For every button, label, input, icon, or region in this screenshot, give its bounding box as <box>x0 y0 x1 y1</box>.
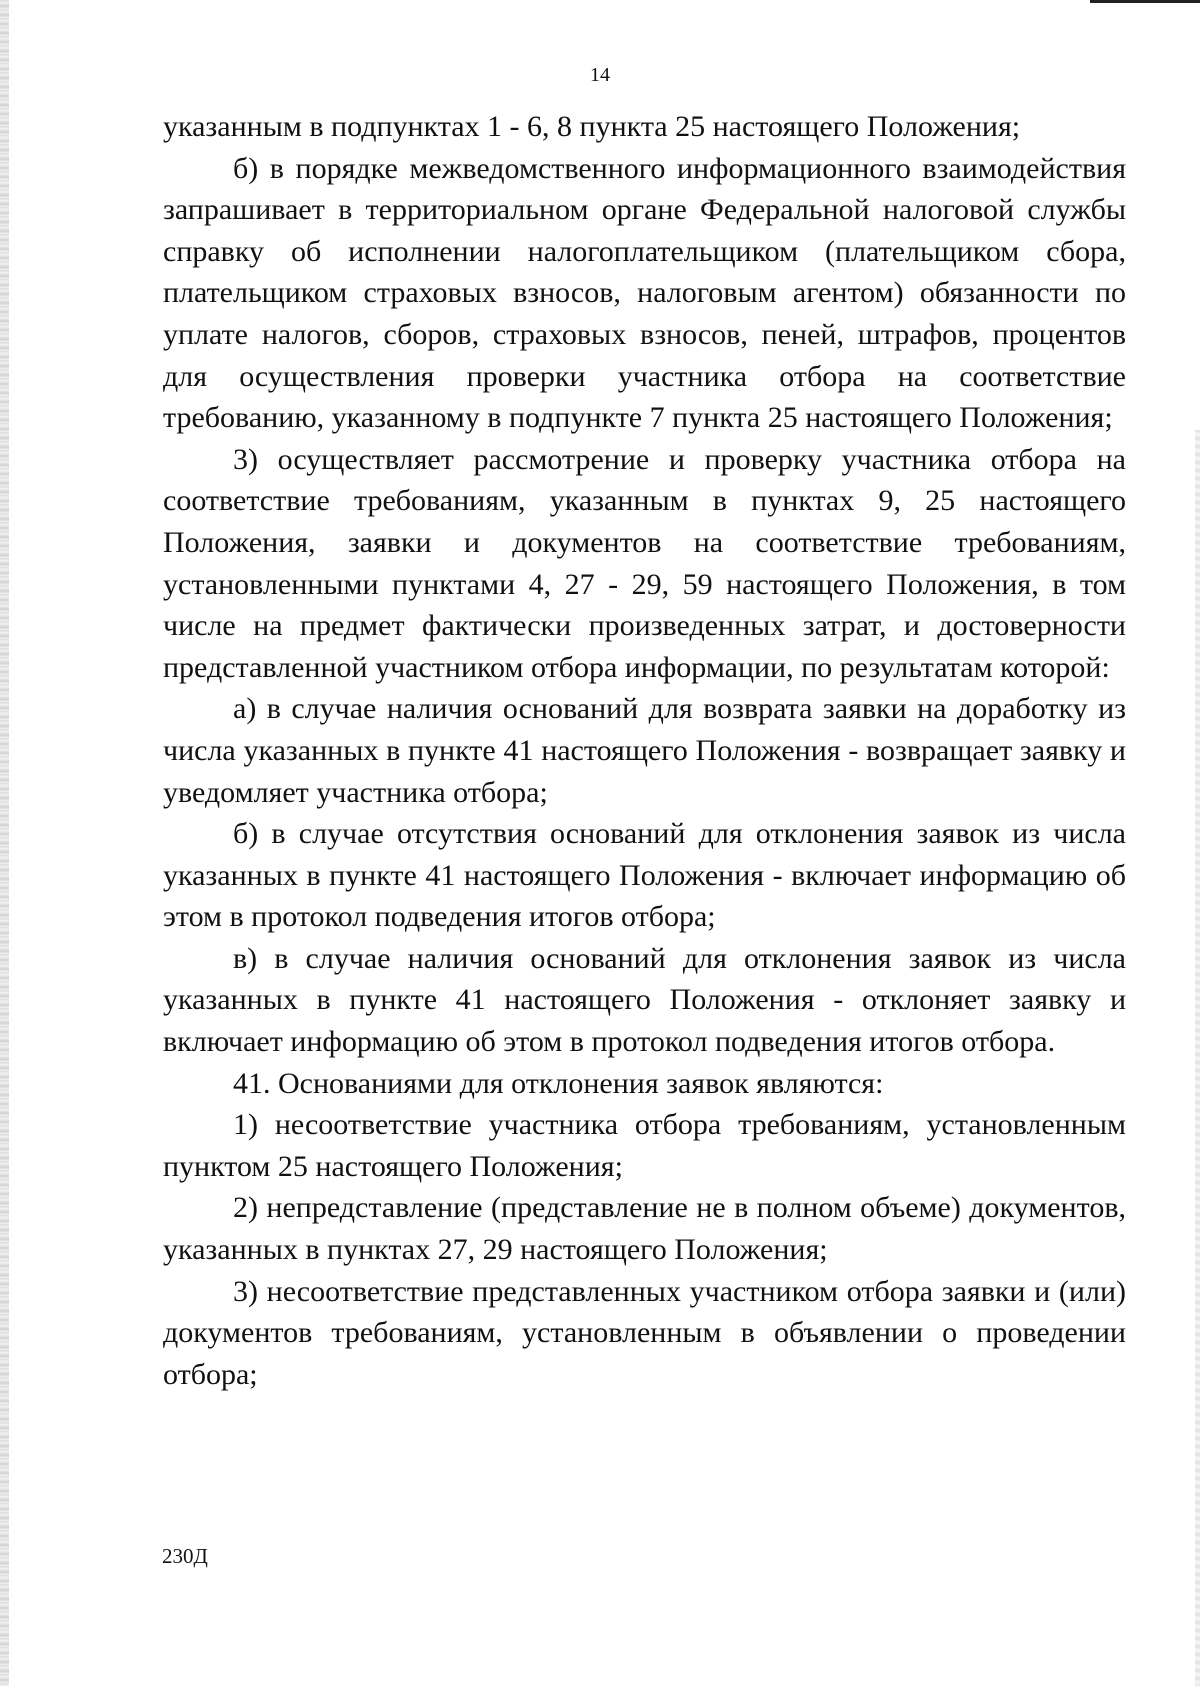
paragraph: в) в случае наличия оснований для отклонения заявок из числа указанных в пункте 41 настоящего Положения - отклоняет заявку и включает информацию об этом в протокол подведения итогов отбора. <box>163 941 1126 1059</box>
paragraph: 2) непредставление (представление не в полном объеме) документов, указанных в пунктах 27, 29 настоящего Положения; <box>163 1191 1126 1267</box>
document-code: 230Д <box>162 1544 208 1568</box>
scan-edge-left <box>0 0 9 1686</box>
page-number: 14 <box>590 64 610 86</box>
paragraph: 41. Основаниями для отклонения заявок являются: <box>233 1066 884 1100</box>
paragraph: 3) несоответствие представленных участником отбора заявки и (или) документов требованиям, установленным в объявлении о проведении отбора; <box>163 1274 1126 1391</box>
paragraph: б) в порядке межведомственного информационного взаимодействия запрашивает в территориальном органе Федеральной налоговой службы справку об исполнении налогоплательщиком (плательщиком сбора, плательщиком страховых взносов, налоговым агентом) обязанности по уплате налогов, сборов, страховых взносов, пеней, штрафов, процентов для осуществления проверки участника отбора на соответствие требованию, указанному в подпункте 7 пункта 25 настоящего Положения; <box>163 151 1126 435</box>
paragraph: 3) осуществляет рассмотрение и проверку участника отбора на соответствие требованиям, указанным в пунктах 9, 25 настоящего Положения, заявки и документов на соответствие требованиям, установленными пунктами 4, 27 - 29, 59 настоящего Положения, в том числе на предмет фактически произведенных затрат, и достоверности представленной участником отбора информации, по результатам которой: <box>163 442 1126 684</box>
scan-top-line <box>1090 0 1200 3</box>
paragraph: б) в случае отсутствия оснований для отклонения заявок из числа указанных в пункте 41 настоящего Положения - включает информацию об этом в протокол подведения итогов отбора; <box>163 817 1126 934</box>
paragraph: указанным в подпунктах 1 - 6, 8 пункта 25 настоящего Положения; <box>163 110 1021 143</box>
scan-edge-right <box>1195 430 1200 1686</box>
paragraph: а) в случае наличия оснований для возврата заявки на доработку из числа указанных в пункте 41 настоящего Положения - возвращает заявку и уведомляет участника отбора; <box>163 692 1126 809</box>
paragraph: 1) несоответствие участника отбора требованиям, установленным пунктом 25 настоящего Положения; <box>163 1108 1126 1183</box>
document-body <box>163 106 1126 1395</box>
